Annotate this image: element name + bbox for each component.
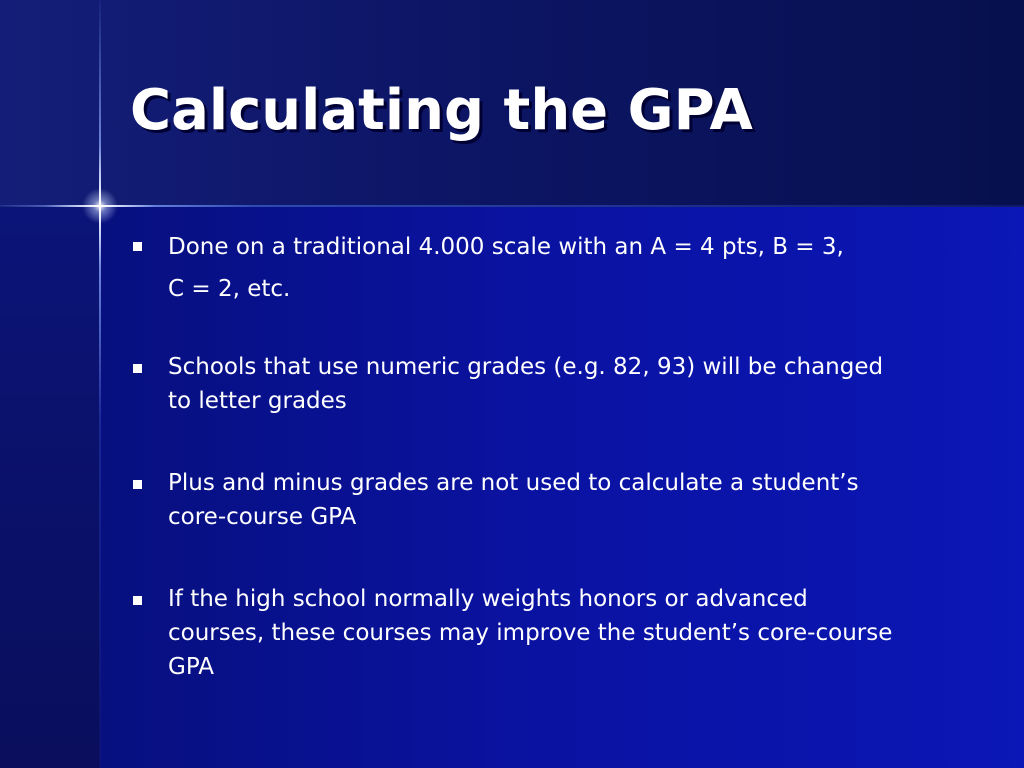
bullet-line: Plus and minus grades are not used to calculate a student’s: [168, 470, 859, 496]
left-strip: [0, 207, 100, 768]
square-bullet-icon: [133, 596, 142, 605]
square-bullet-icon: [133, 480, 142, 489]
bullet-line: If the high school normally weights honors or advanced: [168, 586, 808, 612]
bullet-item: [130, 466, 960, 534]
vertical-accent-line: [99, 0, 101, 768]
square-bullet-icon: [133, 364, 142, 373]
bullet-item: [130, 226, 960, 310]
bullet-line: core-course GPA: [168, 504, 357, 530]
bullet-item: [130, 582, 960, 684]
bullet-line: Done on a traditional 4.000 scale with an A = 4 pts, B = 3,: [168, 234, 844, 260]
sparkle-ray-vertical: [99, 146, 101, 266]
bullet-line: to letter grades: [168, 388, 347, 414]
bullet-line: Schools that use numeric grades (e.g. 82, 93) will be changed: [168, 354, 884, 380]
square-bullet-icon: [133, 242, 142, 251]
bullet-item: [130, 350, 960, 418]
bullet-list: [130, 226, 960, 732]
bullet-line: courses, these courses may improve the student’s core-course: [168, 620, 893, 646]
bullet-line: GPA: [168, 654, 214, 680]
slide-title: Calculating the GPA: [130, 78, 753, 143]
bullet-line: C = 2, etc.: [168, 276, 291, 302]
